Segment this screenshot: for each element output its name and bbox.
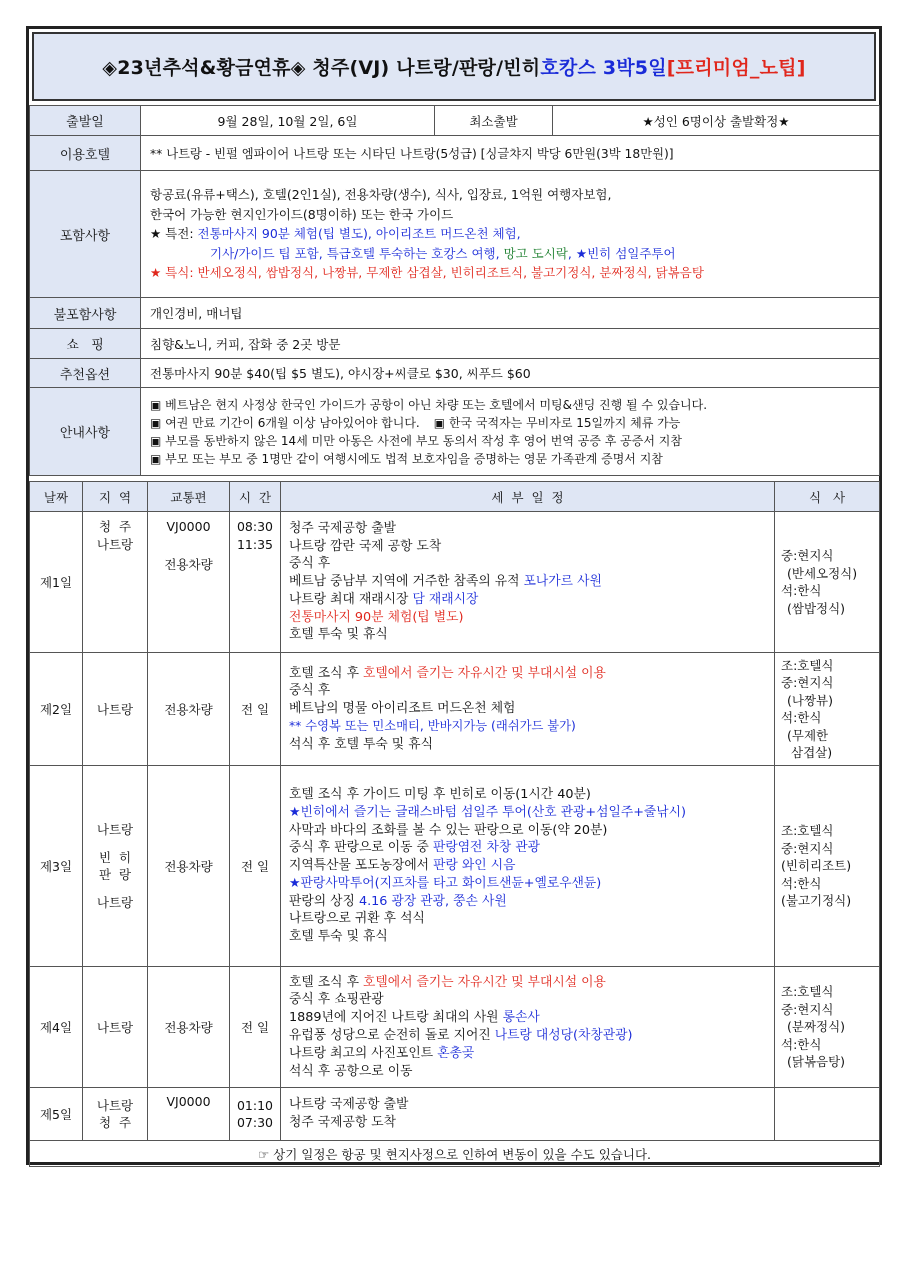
day3-line-7 bbox=[289, 893, 774, 911]
day1-transport bbox=[148, 512, 230, 653]
notice-line-3: ▣ 부모를 동반하지 않은 14세 미만 아동은 사전에 부모 동의서 작성 후 영어 번역 공증 후 공증서 지참 bbox=[150, 433, 682, 448]
shopping-label: 쇼 핑 bbox=[30, 329, 141, 359]
day1-vehicle: 전용차량 bbox=[164, 556, 213, 572]
day4-line-3a: 1889년에 지어진 나트랑 최대의 사원 bbox=[289, 1010, 503, 1026]
day2-line-1b: 호텔에서 즐기는 자유시간 및 부대시설 이용 bbox=[363, 665, 606, 681]
day4-region: 나트랑 bbox=[83, 967, 148, 1088]
day2-transport: 전용차량 bbox=[148, 653, 230, 766]
day1-label: 제1일 bbox=[30, 512, 83, 653]
day3-region bbox=[83, 766, 148, 967]
day1-line-4b: 포나가르 사원 bbox=[523, 574, 602, 590]
option-label: 추천옵션 bbox=[30, 359, 141, 388]
table-row-day4 bbox=[30, 967, 880, 1088]
day1-line-3: 중식 후 bbox=[289, 556, 331, 572]
day1-region-2: 나트랑 bbox=[96, 536, 134, 552]
day3-line-4b: 판랑염전 차창 관광 bbox=[432, 840, 540, 856]
day1-region bbox=[83, 512, 148, 653]
day1-meal-1: 중:현지식 bbox=[781, 548, 834, 563]
day4-line-3b: 롱손사 bbox=[502, 1010, 540, 1026]
table-row-day2 bbox=[30, 653, 880, 766]
day4-meal bbox=[775, 967, 880, 1088]
schedule-table bbox=[29, 481, 880, 1167]
day4-meal-4: 석:한식 bbox=[781, 1036, 822, 1052]
day2-detail bbox=[281, 653, 775, 766]
day3-region-4: 나트랑 bbox=[96, 894, 134, 910]
day4-line-6: 석식 후 공항으로 이동 bbox=[289, 1063, 413, 1079]
day3-line-4 bbox=[289, 839, 774, 857]
hotel-value: ** 나트랑 - 빈펄 엠파이어 나트랑 또는 시타딘 나트랑(5성급) [싱글챠지 박당 6만원(3박 18만원)] bbox=[141, 136, 880, 171]
day5-label: 제5일 bbox=[30, 1088, 83, 1141]
day3-time: 전 일 bbox=[230, 766, 281, 967]
hotel-label: 이용호텔 bbox=[30, 136, 141, 171]
exclude-label: 불포함사항 bbox=[30, 298, 141, 329]
day1-line-1: 청주 국제공항 출발 bbox=[289, 520, 397, 536]
table-row-day3 bbox=[30, 766, 880, 967]
day1-time-1: 08:30 bbox=[236, 519, 274, 534]
schedule-header bbox=[30, 482, 880, 512]
header-transport: 교통편 bbox=[148, 482, 230, 512]
notice-passport: ▣ 여권 만료 기간이 6개월 이상 남아있어야 합니다. bbox=[150, 415, 420, 430]
day3-meal-3: (빈히리조트) bbox=[781, 858, 852, 874]
include-special bbox=[150, 224, 879, 244]
table-row-day1 bbox=[30, 512, 880, 653]
title-prefix: ◈23년추석&황금연휴◈ 청주(VJ) 나트랑/판랑/빈히 bbox=[102, 57, 541, 79]
include-line-1: 항공료(유류+택스), 호텔(2인1실), 전용차량(생수), 식사, 입장료, 1억원 여행자보험, bbox=[150, 187, 612, 203]
title-tag: [프리미엄_노팁] bbox=[666, 57, 806, 79]
day4-line-2: 중식 후 쇼핑관광 bbox=[289, 992, 384, 1008]
day3-line-5a: 지역특산물 포도농장에서 bbox=[289, 858, 434, 874]
notice-visa: ▣ 한국 국적자는 무비자로 15일까지 체류 가능 bbox=[433, 415, 681, 430]
min-departure-value: ★성인 6명이상 출발확정★ bbox=[553, 106, 880, 136]
day1-time-2: 11:35 bbox=[236, 536, 274, 552]
day3-meal-2: 중:현지식 bbox=[781, 840, 834, 856]
day1-line-6: 전통마사지 90분 체험(팁 별도) bbox=[289, 609, 464, 625]
include-special-meals: ★ 특식: 반세오정식, 쌈밥정식, 나짱뷰, 무제한 삼겹살, 빈히리조트식, 불고기정식, 분짜정식, 닭볶음탕 bbox=[150, 265, 704, 281]
day1-line-4a: 베트남 중남부 지역에 거주한 참족의 유적 bbox=[289, 574, 524, 590]
day2-meal bbox=[775, 653, 880, 766]
day1-line-7: 호텔 투숙 및 휴식 bbox=[289, 627, 388, 643]
day1-meal-4: (쌈밥정식) bbox=[787, 600, 846, 616]
day4-line-1 bbox=[289, 974, 774, 992]
header-detail: 세 부 일 정 bbox=[281, 482, 775, 512]
day3-line-5 bbox=[289, 857, 774, 875]
day2-line-3: 베트남의 명물 아이리조트 머드온천 체험 bbox=[289, 701, 516, 717]
day5-transport: VJ0000 bbox=[148, 1088, 230, 1141]
day4-label: 제4일 bbox=[30, 967, 83, 1088]
day2-meal-3: (나짱뷰) bbox=[787, 692, 833, 708]
day4-line-4b: 나트랑 대성당(차창관광) bbox=[494, 1028, 633, 1043]
day3-meal-5: (불고기정식) bbox=[781, 893, 852, 909]
day2-line-1a: 호텔 조식 후 bbox=[289, 665, 364, 681]
footer-note: ☞ 상기 일정은 항공 및 현지사정으로 인하여 변동이 있을 수도 있습니다. bbox=[30, 1141, 880, 1167]
header-date: 날짜 bbox=[30, 482, 83, 512]
day3-line-7b: 4.16 광장 관광, 쭝손 사원 bbox=[358, 893, 507, 909]
day1-line-2: 나트랑 깜란 국제 공항 도착 bbox=[289, 538, 442, 554]
table-row-day5 bbox=[30, 1088, 880, 1141]
day4-line-3 bbox=[289, 1009, 774, 1027]
include-line-2: 한국어 가능한 현지인가이드(8명이하) 또는 한국 가이드 bbox=[150, 206, 454, 222]
day1-flight: VJ0000 bbox=[166, 519, 211, 534]
day3-line-2 bbox=[289, 804, 774, 822]
day5-line-1: 나트랑 국제공항 출발 bbox=[289, 1097, 409, 1113]
day2-line-2: 중식 후 bbox=[289, 683, 331, 699]
option-value: 전통마사지 90분 $40(팁 $5 별도), 야시장+씨클로 $30, 씨푸드 $60 bbox=[141, 359, 880, 388]
footer-row bbox=[30, 1141, 880, 1167]
day3-line-8: 나트랑으로 귀환 후 석식 bbox=[289, 911, 425, 927]
day2-line-5: 석식 후 호텔 투숙 및 휴식 bbox=[289, 736, 433, 752]
day1-time bbox=[230, 512, 281, 653]
day2-line-1 bbox=[289, 665, 774, 683]
day4-time: 전 일 bbox=[230, 967, 281, 1088]
title-highlight: 호캉스 3박5일 bbox=[540, 57, 667, 79]
header-time: 시 간 bbox=[230, 482, 281, 512]
day3-line-5b: 판랑 와인 시음 bbox=[433, 858, 516, 874]
day3-line-7a: 판랑의 상징 bbox=[289, 893, 359, 909]
day2-meal-6: 삼겹살) bbox=[791, 745, 833, 760]
day4-line-1b: 호텔에서 즐기는 자유시간 및 부대시설 이용 bbox=[363, 974, 606, 990]
include-value bbox=[141, 171, 880, 298]
day1-line-5b: 담 재래시장 bbox=[412, 591, 479, 607]
special-benefits-mango: 망고 도시락 bbox=[503, 245, 568, 261]
day5-time-2: 07:30 bbox=[236, 1115, 274, 1130]
day2-region: 나트랑 bbox=[83, 653, 148, 766]
day1-line-5 bbox=[289, 591, 774, 609]
day1-line-5a: 나트랑 최대 재래시장 bbox=[289, 591, 413, 607]
day2-line-4: ** 수영복 또는 민소매티, 반바지가능 (래쉬가드 불가) bbox=[289, 718, 576, 733]
header-region: 지 역 bbox=[83, 482, 148, 512]
day5-region-2: 청 주 bbox=[98, 1115, 132, 1130]
day4-meal-2: 중:현지식 bbox=[781, 1001, 834, 1017]
day3-transport: 전용차량 bbox=[148, 766, 230, 967]
day5-line-2: 청주 국제공항 도착 bbox=[289, 1115, 397, 1130]
day4-transport: 전용차량 bbox=[148, 967, 230, 1088]
day5-meal bbox=[775, 1088, 880, 1141]
day4-line-5a: 나트랑 최고의 사진포인트 bbox=[289, 1045, 438, 1061]
departure-label: 출발일 bbox=[30, 106, 141, 136]
day4-meal-5: (닭볶음탕) bbox=[787, 1054, 846, 1070]
day2-label: 제2일 bbox=[30, 653, 83, 766]
day3-line-9: 호텔 투숙 및 휴식 bbox=[289, 929, 388, 945]
day5-time bbox=[230, 1088, 281, 1141]
day4-line-5 bbox=[289, 1045, 774, 1063]
day3-line-4a: 중식 후 판랑으로 이동 중 bbox=[289, 840, 433, 856]
day2-meal-5: (무제한 bbox=[787, 727, 829, 743]
day2-meal-1: 조:호텔식 bbox=[781, 657, 834, 673]
day3-region-3: 판 랑 bbox=[98, 867, 132, 882]
day1-region-1: 청 주 bbox=[98, 519, 132, 534]
notice-line-1: ▣ 베트남은 현지 사정상 한국인 가이드가 공항이 아닌 차량 또는 호텔에서 미팅&샌딩 진행 될 수 있습니다. bbox=[150, 397, 708, 412]
day3-detail bbox=[281, 766, 775, 967]
day1-meal bbox=[775, 512, 880, 653]
day5-region-1: 나트랑 bbox=[96, 1097, 134, 1113]
min-departure-label: 최소출발 bbox=[435, 106, 553, 136]
day3-line-6: ★판랑사막투어(지프차를 타고 화이트샌듄+옐로우샌듄) bbox=[289, 875, 602, 891]
day5-region bbox=[83, 1088, 148, 1141]
day1-detail bbox=[281, 512, 775, 653]
day3-line-2b: 글래스바텀 섬일주 투어(산호 관광+섬일주+줄낚시) bbox=[395, 804, 687, 820]
exclude-value: 개인경비, 매너팁 bbox=[141, 298, 880, 329]
day3-label: 제3일 bbox=[30, 766, 83, 967]
day3-line-1: 호텔 조식 후 가이드 미팅 후 빈히로 이동(1시간 40분) bbox=[289, 786, 591, 802]
day4-meal-1: 조:호텔식 bbox=[781, 984, 834, 1000]
notice-label: 안내사항 bbox=[30, 388, 141, 476]
itinerary-sheet bbox=[26, 26, 882, 1165]
day1-line-4 bbox=[289, 573, 774, 591]
day4-meal-3: (분짜정식) bbox=[787, 1019, 846, 1035]
day2-meal-4: 석:한식 bbox=[781, 710, 822, 725]
special-benefits-2b: , ★빈히 섬일주투어 bbox=[567, 245, 676, 261]
special-benefits-2a: 기사/가이드 팁 포함, 특급호텔 투숙하는 호캉스 여행, bbox=[210, 245, 504, 261]
day2-meal-2: 중:현지식 bbox=[781, 675, 834, 690]
shopping-value: 침향&노니, 커피, 잡화 중 2곳 방문 bbox=[141, 329, 880, 359]
notice-line-2 bbox=[150, 414, 879, 432]
day4-line-5b: 혼총곶 bbox=[437, 1045, 475, 1061]
day4-detail bbox=[281, 967, 775, 1088]
special-benefits: 전통마사지 90분 체험(팁 별도), 아이리조트 머드온천 체험, bbox=[197, 226, 521, 242]
include-special-2 bbox=[150, 244, 879, 264]
notice-value bbox=[141, 388, 880, 476]
day3-meal-4: 석:한식 bbox=[781, 875, 822, 891]
day3-line-2a: ★빈히에서 즐기는 bbox=[289, 804, 396, 820]
day4-line-4 bbox=[289, 1027, 774, 1045]
header-meal: 식 사 bbox=[775, 482, 880, 512]
day3-meal-1: 조:호텔식 bbox=[781, 823, 834, 839]
day4-line-4a: 유럽풍 성당으로 순전히 돌로 지어진 bbox=[289, 1028, 495, 1043]
day3-region-2: 빈 히 bbox=[98, 849, 132, 865]
special-prefix: ★ 특전: bbox=[150, 226, 198, 242]
day3-meal bbox=[775, 766, 880, 967]
page-title bbox=[32, 32, 876, 101]
day2-time: 전 일 bbox=[230, 653, 281, 766]
departure-value: 9월 28일, 10월 2일, 6일 bbox=[141, 106, 435, 136]
day3-line-3: 사막과 바다의 조화를 볼 수 있는 판랑으로 이동(약 20분) bbox=[289, 822, 608, 838]
day5-time-1: 01:10 bbox=[236, 1097, 274, 1113]
info-table bbox=[29, 105, 880, 476]
day1-meal-3: 석:한식 bbox=[781, 583, 822, 598]
day3-region-1: 나트랑 bbox=[96, 822, 134, 837]
day5-detail bbox=[281, 1088, 775, 1141]
include-label: 포함사항 bbox=[30, 171, 141, 298]
day1-meal-2: (반세오정식) bbox=[787, 565, 858, 581]
notice-line-4: ▣ 부모 또는 부모 중 1명만 같이 여행시에도 법적 보호자임을 증명하는 영문 가족관계 증명서 지참 bbox=[150, 451, 663, 466]
day4-line-1a: 호텔 조식 후 bbox=[289, 974, 364, 990]
